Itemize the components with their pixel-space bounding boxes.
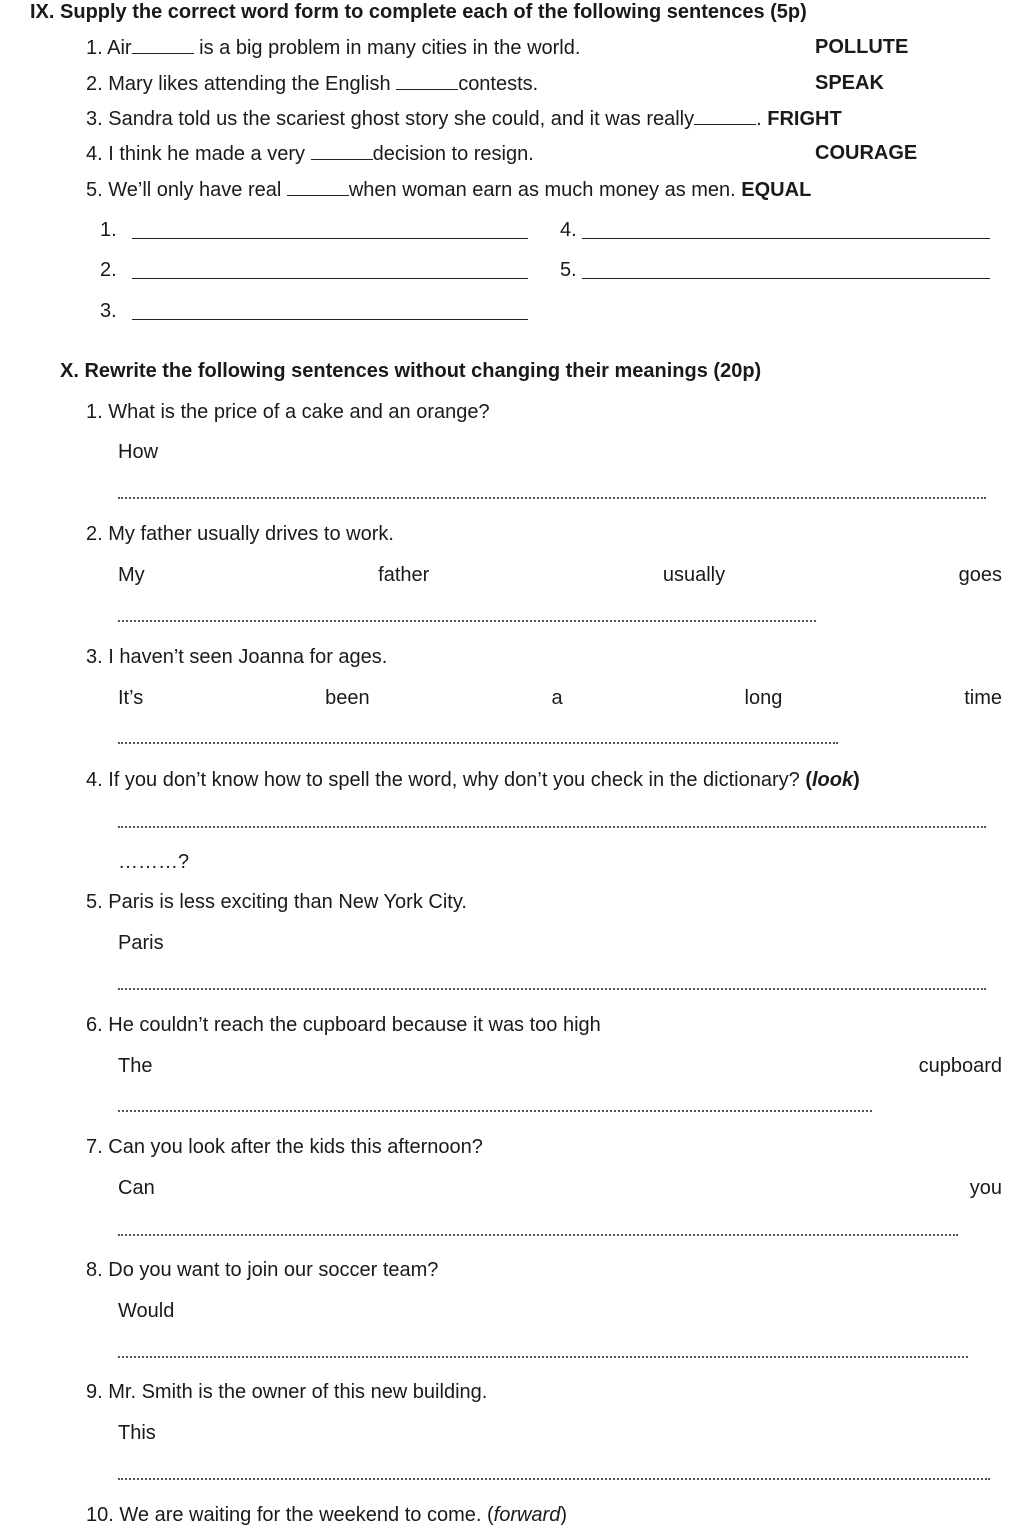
s10-starter-7: Can you (118, 1177, 1002, 1199)
s9-item-1: 1. Air is a big problem in many cities in the world. (86, 37, 581, 59)
answer-line-1[interactable] (132, 238, 528, 239)
s10-starter-2: My father usually goes (118, 564, 1002, 586)
s10-question-4: 4. If you don’t know how to spell the word, why don’t you check in the dictionary? (look) (86, 769, 860, 791)
s10-answer-line-2[interactable] (118, 620, 816, 622)
s10-question-5: 5. Paris is less exciting than New York City. (86, 891, 467, 913)
s9-blank-5[interactable] (287, 177, 349, 196)
s10-question-9: 9. Mr. Smith is the owner of this new building. (86, 1381, 488, 1403)
s9-item-5: 5. We’ll only have real when woman earn as much money as men. EQUAL (86, 179, 812, 201)
s9-word-2: SPEAK (815, 72, 884, 94)
s9-item-3: 3. Sandra told us the scariest ghost story she could, and it was really . FRIGHT (86, 108, 842, 130)
s10-question-6: 6. He couldn’t reach the cupboard because it was too high (86, 1014, 601, 1036)
s10-question-2: 2. My father usually drives to work. (86, 523, 394, 545)
s10-starter-6: The cupboard (118, 1055, 1002, 1077)
s9-blank-2[interactable] (396, 71, 458, 90)
s10-answer-line-6[interactable] (118, 1110, 872, 1112)
s10-answer-line-9[interactable] (118, 1478, 990, 1480)
s9-word-1: POLLUTE (815, 36, 909, 58)
s10-question-10: 10. We are waiting for the weekend to come. (forward) (86, 1504, 568, 1526)
s10-answer-line-1[interactable] (118, 497, 986, 499)
s9-blank-1[interactable] (132, 35, 194, 54)
answer-label-5: 5. (560, 259, 577, 281)
s9-blank-3[interactable] (694, 106, 756, 125)
answer-line-4[interactable] (582, 238, 990, 239)
s10-starter-9: This (118, 1422, 156, 1444)
s9-item-2: 2. Mary likes attending the English contests. (86, 73, 539, 95)
answer-label-2: 2. (100, 259, 117, 281)
s10-answer-line-4[interactable] (118, 826, 986, 828)
s9-word-4: COURAGE (815, 142, 918, 164)
s10-starter-8: Would (118, 1300, 175, 1322)
answer-label-1: 1. (100, 219, 117, 241)
section-9-title: IX. Supply the correct word form to complete each of the following sentences (5p) (30, 1, 807, 23)
s10-starter-3: It’s been a long time (118, 687, 1002, 709)
s10-answer-line-8[interactable] (118, 1356, 968, 1358)
answer-line-2[interactable] (132, 278, 528, 279)
s10-tail-4: ………? (118, 851, 190, 873)
s9-word-5: EQUAL (741, 179, 812, 201)
s10-answer-line-7[interactable] (118, 1234, 958, 1236)
s9-word-3: FRIGHT (767, 108, 842, 130)
s9-blank-4[interactable] (311, 141, 373, 160)
s10-question-8: 8. Do you want to join our soccer team? (86, 1259, 439, 1281)
s10-answer-line-5[interactable] (118, 988, 986, 990)
s9-item-4: 4. I think he made a very decision to resign. (86, 143, 534, 165)
s10-question-7: 7. Can you look after the kids this afternoon? (86, 1136, 483, 1158)
answer-line-3[interactable] (132, 319, 528, 320)
s10-answer-line-3[interactable] (118, 742, 838, 744)
s10-starter-5: Paris (118, 932, 164, 954)
answer-label-4: 4. (560, 219, 577, 241)
s10-question-1: 1. What is the price of a cake and an orange? (86, 401, 490, 423)
answer-line-5[interactable] (582, 278, 990, 279)
answer-label-3: 3. (100, 300, 117, 322)
section-10-title: X. Rewrite the following sentences without changing their meanings (20p) (60, 360, 762, 382)
s10-question-3: 3. I haven’t seen Joanna for ages. (86, 646, 388, 668)
s10-starter-1: How (118, 441, 159, 463)
